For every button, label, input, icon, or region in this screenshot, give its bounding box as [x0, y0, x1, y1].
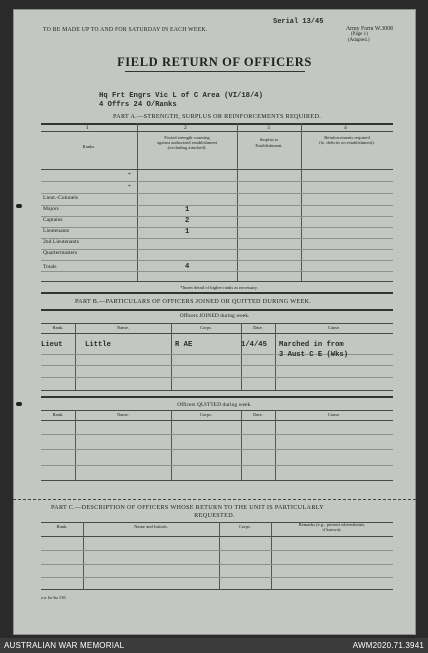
posted-header-1: Posted strength counting	[164, 135, 210, 140]
punch-hole-mark	[16, 204, 22, 208]
quitted-col-cause: Cause.	[327, 412, 341, 417]
perforation-line	[13, 499, 416, 500]
joined-cause-1: Marched in from	[279, 341, 344, 349]
part-a-heading: PART A.—STRENGTH, SURPLUS OR REINFORCEMENTS REQUIRED.	[113, 113, 322, 120]
part-c-col-rank: Rank.	[56, 524, 68, 529]
posted-header-2: against authorized establishment	[157, 140, 217, 145]
posted-header-3: (excluding attached).	[167, 145, 207, 150]
form-sheet	[13, 9, 416, 635]
page-note: (Page 1)	[351, 32, 368, 37]
title-underline	[125, 71, 305, 72]
quitted-col-rank: Rank.	[52, 412, 64, 417]
rank-lieutenants: Lieutenants	[43, 228, 70, 234]
quitted-col-date: Date.	[253, 412, 263, 417]
rank-captains: Captains	[43, 217, 63, 223]
part-c-col-remarks-2: if known).	[322, 527, 342, 532]
serial-number: Serial 13/45	[273, 18, 324, 26]
joined-col-rank: Rank.	[52, 325, 64, 330]
col-number-1: 1	[86, 125, 89, 131]
asterisk-1: *	[128, 172, 131, 178]
totals-value: 4	[185, 263, 190, 271]
rank-majors: Majors	[43, 206, 59, 212]
posted-captains: 2	[185, 217, 190, 225]
joined-date: 1/4/45	[241, 341, 267, 349]
joined-col-date: Date.	[253, 325, 263, 330]
rank-2nd-lieutenants: 2nd Lieutenants	[43, 239, 79, 245]
form-number: Army Form W.3008	[346, 26, 393, 32]
part-c-col-name: Name and Initials.	[134, 524, 168, 529]
archive-footer	[0, 638, 428, 653]
joined-col-cause: Cause.	[327, 325, 341, 330]
joined-title: Officers JOINED during week.	[179, 313, 250, 319]
joined-name: Little	[85, 341, 111, 349]
part-c-heading-2: REQUESTED.	[194, 512, 235, 519]
quitted-col-name: Name.	[116, 412, 130, 417]
adapted-note: (Adapted.)	[348, 38, 370, 43]
joined-col-corps: Corps.	[199, 325, 213, 330]
asterisk-2: *	[128, 184, 131, 190]
quitted-title: Officers QUITTED during week.	[177, 402, 252, 408]
footer-accession-number: AWM2020.71.3941	[352, 641, 424, 650]
part-c-heading-1: PART C.—DESCRIPTION OF OFFICERS WHOSE RETURN TO THE UNIT IS PARTICULARLY	[51, 504, 324, 511]
col-number-2: 2	[184, 125, 187, 131]
posted-majors: 1	[185, 206, 190, 214]
rank-quartermasters: Quartermasters	[43, 250, 78, 256]
surplus-header-1: Surplus to	[259, 137, 279, 142]
part-c-col-corps: Corps.	[238, 524, 252, 529]
reinf-header-2: (ie. deficits on establishment).	[319, 140, 375, 145]
rank-lieut-colonels: Lieut.-Colonels	[43, 195, 78, 201]
printer-note: a.w. Int Sta 5/85	[41, 596, 66, 600]
form-title: FIELD RETURN OF OFFICERS	[117, 55, 312, 69]
punch-hole-mark	[16, 402, 22, 406]
col-number-4: 4	[344, 125, 347, 131]
reinf-header-1: Reinforcements required	[324, 135, 370, 140]
col-number-3: 3	[267, 125, 270, 131]
footer-institution: AUSTRALIAN WAR MEMORIAL	[4, 641, 125, 650]
part-b-heading: PART B.—PARTICULARS OF OFFICERS JOINED OR QUITTED DURING WEEK.	[75, 298, 312, 305]
quitted-col-corps: Corps.	[199, 412, 213, 417]
ranks-header: Ranks.	[82, 144, 96, 149]
footnote: *Insert detail of higher ranks as necessary.	[180, 285, 258, 290]
part-c-col-remarks-1: Remarks (e.g., present whereabouts,	[298, 522, 366, 527]
surplus-header-2: Establishment.	[255, 143, 283, 148]
unit-line-2: 4 Offrs 24 O/Ranks	[99, 101, 177, 109]
joined-rank: Lieut	[41, 341, 63, 349]
instruction-text: TO BE MADE UP TO AND FOR SATURDAY IN EACH WEEK.	[43, 27, 208, 33]
joined-col-name: Name.	[116, 325, 130, 330]
joined-corps: R AE	[175, 341, 193, 349]
posted-lieutenants: 1	[185, 228, 190, 236]
unit-line-1: Hq Frt Engrs Vic L of C Area (VI/18/4)	[99, 92, 263, 100]
joined-cause-2: 3 Aust C E (Wks)	[279, 351, 349, 359]
totals-label: Totals	[43, 264, 57, 270]
